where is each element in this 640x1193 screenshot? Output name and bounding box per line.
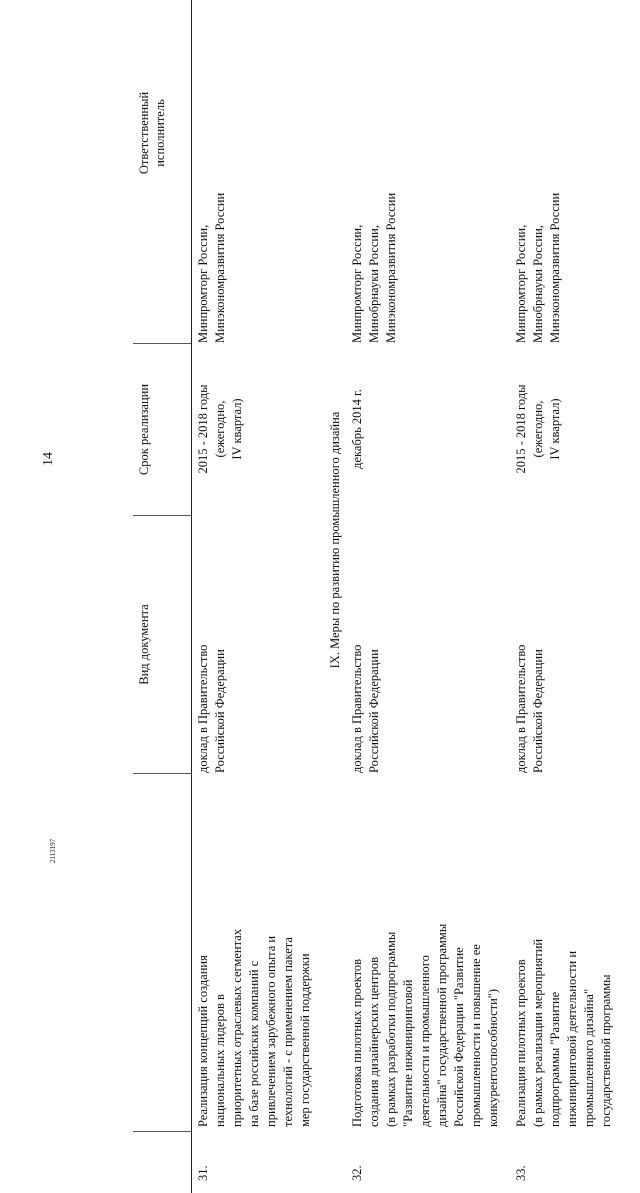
row-description: [346, 773, 510, 1131]
header-responsible: [133, 0, 191, 343]
row-doc-type: [192, 515, 324, 773]
desc-line: Реализация концепций создания: [196, 955, 210, 1127]
resp-line: Минэкономразвития России: [384, 192, 398, 343]
term-line: IV квартал): [548, 398, 562, 460]
header-responsible-line: исполнитель: [153, 99, 167, 167]
desc-line: Реализация пилотных проектов: [514, 959, 528, 1127]
desc-line: дизайна" государственной программы: [435, 923, 449, 1127]
header-spacer: [133, 773, 191, 1131]
row-responsible: [192, 0, 324, 343]
row-doc-type: [346, 515, 510, 773]
footer-code: 2113197: [49, 838, 57, 864]
desc-line: мер государственной поддержки: [298, 953, 312, 1127]
table-row-32: [346, 0, 510, 1193]
resp-line: Минпромторг России,: [350, 224, 364, 343]
table-row-33: [510, 0, 630, 1193]
resp-line: Минэкономразвития России: [548, 192, 562, 343]
table-rotated: [133, 0, 613, 1193]
desc-line: деятельности и промышленного: [418, 955, 432, 1127]
term-line: декабрь 2014 г.: [350, 389, 364, 469]
term-line: 2015 - 2018 годы: [196, 384, 210, 474]
table-row-31: [192, 0, 324, 1193]
row-number: 31.: [196, 1165, 210, 1181]
row-number: 33.: [514, 1165, 528, 1181]
desc-line: на базе российских компаний с: [247, 960, 261, 1127]
desc-line: привлечением зарубежного опыта и: [264, 935, 278, 1127]
row-description: [192, 773, 324, 1131]
doc-line: Российской Федерации: [213, 649, 227, 773]
table-header: [133, 0, 192, 1193]
desc-line: национальных лидеров в: [213, 994, 227, 1127]
term-line: IV квартал): [230, 398, 244, 460]
row-number: 32.: [350, 1165, 364, 1181]
desc-line: приоритетных отраслевых сегментах: [230, 928, 244, 1127]
desc-line: государственной программы: [599, 974, 613, 1127]
doc-line: доклад в Правительство: [196, 644, 210, 773]
resp-line: Минобрнауки России,: [531, 225, 545, 343]
resp-line: Минобрнауки России,: [367, 225, 381, 343]
desc-line: конкурентоспособности"): [486, 988, 500, 1127]
row-term: [346, 343, 510, 515]
row-term: [192, 343, 324, 515]
header-term: Срок реализации: [133, 343, 191, 515]
desc-line: создания дизайнерских центров: [367, 956, 381, 1127]
desc-line: Подготовка пилотных проектов: [350, 958, 364, 1127]
section-heading: IX. Меры по развитию промышленного дизайна: [328, 411, 342, 669]
doc-line: Российской Федерации: [367, 649, 381, 773]
term-line: (ежегодно,: [213, 400, 227, 458]
doc-line: доклад в Правительство: [514, 644, 528, 773]
header-num: [133, 1131, 191, 1193]
desc-line: промышленного дизайна": [582, 988, 596, 1127]
desc-line: инжиниринговой деятельности и: [565, 950, 579, 1127]
row-responsible: [346, 0, 510, 343]
term-line: 2015 - 2018 годы: [514, 384, 528, 474]
doc-line: Российской Федерации: [531, 649, 545, 773]
row-responsible: [510, 0, 630, 343]
doc-line: доклад в Правительство: [350, 644, 364, 773]
term-line: (ежегодно,: [531, 400, 545, 458]
row-doc-type: [510, 515, 630, 773]
desc-line: "Развитие инжиниринговой: [401, 979, 415, 1127]
resp-line: Минэкономразвития России: [213, 192, 227, 343]
row-term: [510, 343, 630, 515]
desc-line: (в рамках реализации мероприятий: [531, 938, 545, 1127]
page-number: 14: [41, 452, 56, 466]
resp-line: Минпромторг России,: [196, 224, 210, 343]
desc-line: технологий - с применением пакета: [281, 937, 295, 1127]
header-responsible-line: Ответственный: [137, 91, 151, 175]
desc-line: подпрограммы "Развитие: [548, 991, 562, 1127]
resp-line: Минпромторг России,: [514, 224, 528, 343]
row-description: [510, 773, 630, 1131]
desc-line: промышленности и повышение ее: [469, 944, 483, 1127]
header-doc-type: Вид документа: [133, 515, 191, 773]
desc-line: Российской Федерации "Развитие: [452, 947, 466, 1127]
desc-line: (в рамках разработки подпрограммы: [384, 931, 398, 1127]
